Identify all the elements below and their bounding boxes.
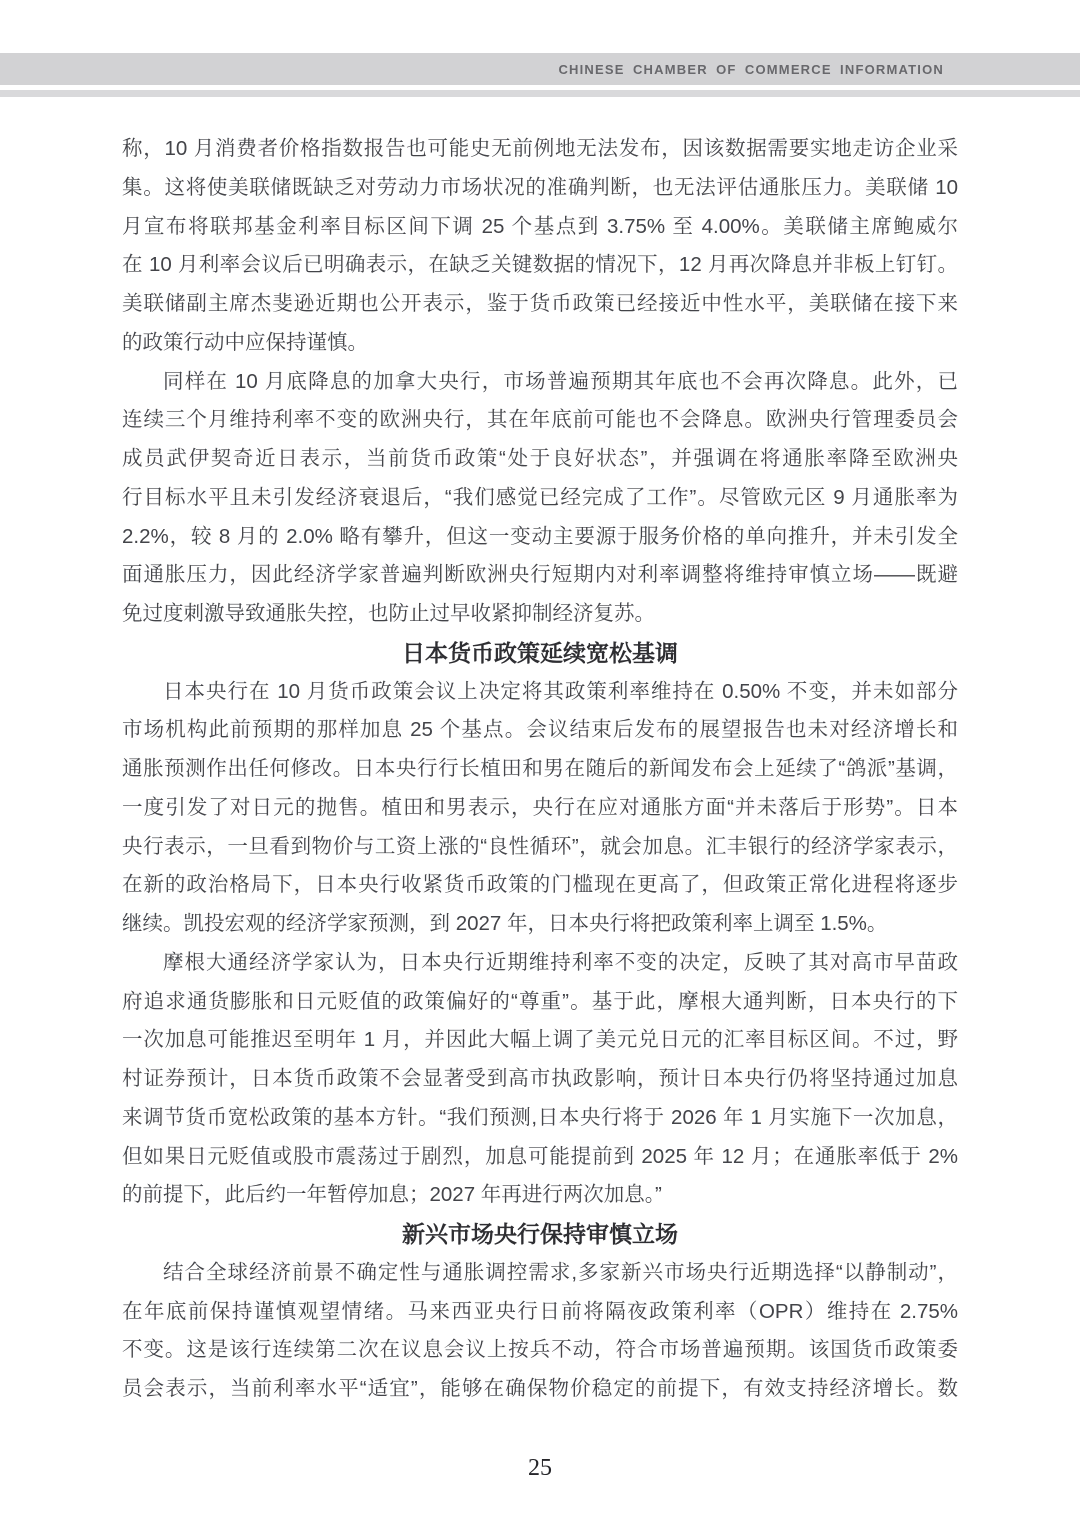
header-banner-text: CHINESE CHAMBER OF COMMERCE INFORMATION <box>558 61 944 77</box>
text-line: 美联储副主席杰斐逊近期也公开表示，鉴于货币政策已经接近中性水平，美联储在接下来 <box>122 292 958 315</box>
text-line: 月宣布将联邦基金利率目标区间下调 25 个基点到 3.75% 至 4.00%。美联储主席鲍威尔 <box>122 214 958 238</box>
text-line: 央行表示，一旦看到物价与工资上涨的“良性循环”，就会加息。汇丰银行的经济学家表示， <box>122 834 958 858</box>
text-line: 继续。凯投宏观的经济学家预测，到 2027 年，日本央行将把政策利率上调至 1.5%。 <box>122 912 888 935</box>
text-line: 结合全球经济前景不确定性与通胀调控需求,多家新兴市场央行近期选择“以静制动”， <box>163 1260 958 1284</box>
text-line: 不变。这是该行连续第二次在议息会议上按兵不动，符合市场普遍预期。该国货币政策委 <box>122 1338 958 1362</box>
section-heading: 日本货币政策延续宽松基调 <box>402 639 678 666</box>
text-line: 府追求通货膨胀和日元贬值的政策偏好的“尊重”。基于此，摩根大通判断，日本央行的下 <box>122 989 958 1013</box>
section-heading: 新兴市场央行保持审慎立场 <box>402 1221 678 1247</box>
text-line: 员会表示，当前利率水平“适宜”，能够在确保物价稳定的前提下，有效支持经济增长。数 <box>122 1377 958 1400</box>
text-line: 同样在 10 月底降息的加拿大央行，市场普遍预期其年底也不会再次降息。此外，已 <box>163 369 958 393</box>
text-line: 市场机构此前预期的那样加息 25 个基点。会议结束后发布的展望报告也未对经济增长和 <box>122 718 958 742</box>
text-line: 来调节货币宽松政策的基本方针。“我们预测,日本央行将于 2026 年 1 月实施下一次加息， <box>122 1105 958 1129</box>
text-line: 集。这将使美联储既缺乏对劳动力市场状况的准确判断，也无法评估通胀压力。美联储 10 <box>122 175 958 199</box>
text-line: 但如果日元贬值或股市震荡过于剧烈，加息可能提前到 2025 年 12 月；在通胀率低于 2% <box>122 1144 958 1168</box>
text-line: 一度引发了对日元的抛售。植田和男表示，央行在应对通胀方面“并未落后于形势”。日本 <box>122 795 958 819</box>
text-line: 连续三个月维持利率不变的欧洲央行，其在年底前可能也不会降息。欧洲央行管理委员会 <box>122 408 958 432</box>
text-line: 在新的政治格局下，日本央行收紧货币政策的门槛现在更高了，但政策正常化进程将逐步 <box>122 873 958 897</box>
page-number: 25 <box>528 1455 552 1481</box>
text-line: 在 10 月利率会议后已明确表示，在缺乏关键数据的情况下，12 月再次降息并非板上钉钉。 <box>122 253 958 277</box>
header-rule <box>0 90 1080 97</box>
header-banner <box>0 53 1080 85</box>
text-line: 在年底前保持谨慎观望情绪。马来西亚央行日前将隔夜政策利率（OPR）维持在 2.75% <box>122 1299 958 1323</box>
text-line: 称，10 月消费者价格指数报告也可能史无前例地无法发布，因该数据需要实地走访企业采 <box>122 137 958 160</box>
text-line: 成员武伊契奇近日表示，当前货币政策“处于良好状态”，并强调在将通胀率降至欧洲央 <box>122 447 958 470</box>
text-line: 摩根大通经济学家认为，日本央行近期维持利率不变的决定，反映了其对高市早苗政 <box>163 950 958 974</box>
text-line: 通胀预测作出任何修改。日本央行行长植田和男在随后的新闻发布会上延续了“鸽派”基调， <box>122 757 958 780</box>
text-line: 免过度刺激导致通胀失控，也防止过早收紧抑制经济复苏。 <box>122 602 655 625</box>
text-line: 行目标水平且未引发经济衰退后，“我们感觉已经完成了工作”。尽管欧元区 9 月通胀率为 <box>122 485 958 509</box>
document-body <box>122 130 958 1409</box>
text-line: 一次加息可能推迟至明年 1 月，并因此大幅上调了美元兑日元的汇率目标区间。不过，野 <box>122 1028 958 1052</box>
text-line: 2.2%，较 8 月的 2.0% 略有攀升，但这一变动主要源于服务价格的单向推升，并未引发全 <box>122 524 958 548</box>
text-line: 面通胀压力，因此经济学家普遍判断欧洲央行短期内对利率调整将维持审慎立场——既避 <box>122 563 958 587</box>
text-line: 的政策行动中应保持谨慎。 <box>122 330 368 354</box>
text-line: 的前提下，此后约一年暂停加息；2027 年再进行两次加息。” <box>122 1183 662 1207</box>
text-line: 日本央行在 10 月货币政策会议上决定将其政策利率维持在 0.50% 不变，并未如部分 <box>163 679 958 703</box>
text-line: 村证券预计，日本货币政策不会显著受到高市执政影响，预计日本央行仍将坚持通过加息 <box>122 1067 958 1090</box>
